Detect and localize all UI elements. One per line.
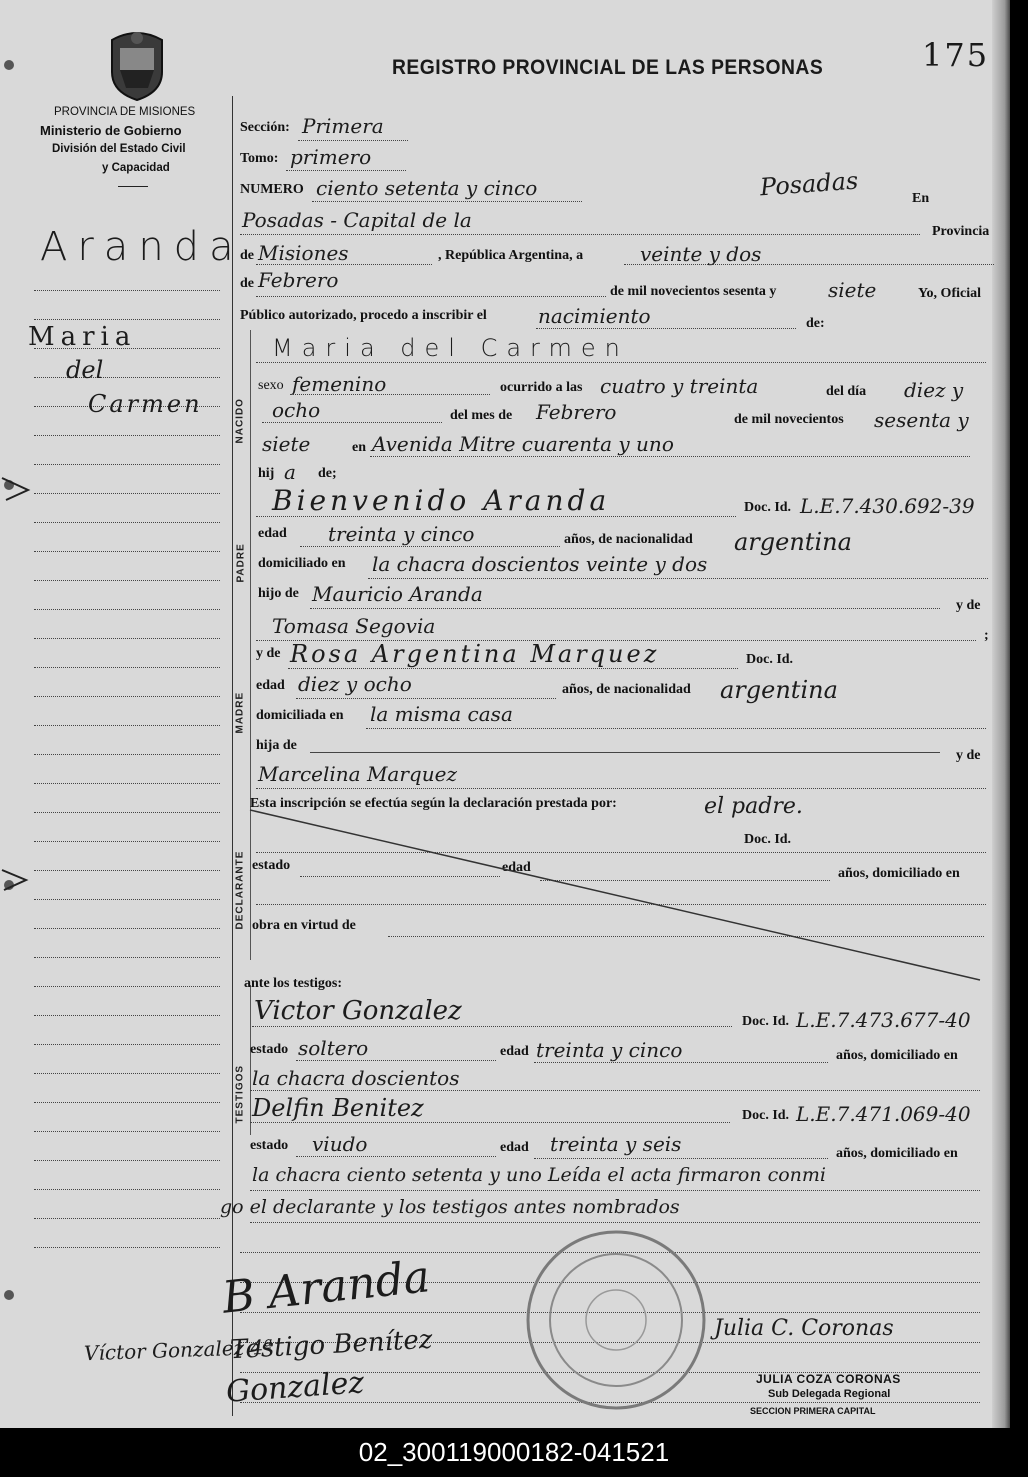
margin-rule-line: [34, 1247, 220, 1248]
madre-edad-label: edad: [256, 678, 285, 693]
declarante-estado-label: estado: [252, 858, 291, 873]
testigo2-doc-label: Doc. Id.: [742, 1108, 790, 1123]
binder-hole: [4, 1290, 14, 1300]
padre-dom-label: domiciliado en: [258, 556, 346, 571]
margin-rule-line: [34, 725, 220, 726]
margin-rule-line: [34, 1131, 220, 1132]
madre-yde-label: y de: [256, 646, 281, 661]
testigo1-estado-value: soltero: [298, 1036, 369, 1060]
margin-rule-line: [34, 870, 220, 871]
madre-hija-label: hija de: [256, 738, 297, 753]
de-value: Misiones: [258, 241, 349, 265]
official-sub: SECCION PRIMERA CAPITAL: [750, 1406, 876, 1416]
madre-edad-value: diez y ocho: [298, 672, 412, 696]
margin-rule-line: [34, 696, 220, 697]
margin-rule-line: [34, 551, 220, 552]
seccion-value: Primera: [302, 114, 384, 138]
dia-value: veinte y dos: [640, 242, 762, 266]
official-seal-stamp: [516, 1220, 716, 1420]
margin-rule-line: [34, 812, 220, 813]
en-label: En: [912, 191, 930, 206]
hij-value: a: [284, 460, 296, 484]
padre-doc-value: L.E.7.430.692-39: [800, 494, 975, 518]
org-province: PROVINCIA DE MISIONES: [54, 106, 196, 118]
declaracion-text: Esta inscripción se efectúa según la declaración prestada por:: [250, 796, 617, 811]
margin-rule-line: [34, 1218, 220, 1219]
form-left-border: [232, 96, 233, 1416]
publico-label: Público autorizado, procedo a inscribir el: [240, 308, 487, 323]
official-title: Sub Delegada Regional: [768, 1388, 891, 1400]
section-divider-vertical: [250, 985, 251, 1135]
padre-hijo-value: Mauricio Aranda: [312, 582, 483, 606]
binder-hole: [4, 60, 14, 70]
margin-rule-line: [34, 1044, 220, 1045]
madre-dom-label: domiciliada en: [256, 708, 344, 723]
section-label-padre: PADRE: [235, 543, 247, 583]
org-ministry: Ministerio de Gobierno: [40, 123, 182, 138]
margin-given-1: Maria: [28, 322, 137, 352]
margin-rule-line: [34, 435, 220, 436]
signature-official: Julia C. Coronas: [714, 1316, 894, 1341]
seccion-label: Sección:: [240, 120, 290, 135]
de-label: de: [240, 248, 254, 263]
margin-signature-note: Víctor Gonzalez 4ª: [83, 1334, 274, 1366]
testigo2-anios-label: años, domiciliado en: [836, 1146, 958, 1161]
mil-label-nacido: de mil novecientos: [734, 412, 844, 427]
margin-rule-line: [34, 1102, 220, 1103]
signature-testigo-2: Testigo Benítez: [229, 1324, 434, 1366]
declarante-anios-label: años, domiciliado en: [838, 866, 960, 881]
padre-hijo-label: hijo de: [258, 586, 299, 601]
page-title: REGISTRO PROVINCIAL DE LAS PERSONAS: [392, 56, 824, 79]
margin-rule-line: [34, 754, 220, 755]
margin-rule-line: [34, 377, 220, 378]
declarante-edad-label: edad: [502, 860, 531, 875]
section-label-testigos: TESTIGOS: [234, 1064, 246, 1124]
testigo2-dom-line2: go el declarante y los testigos antes nombrados: [220, 1196, 680, 1218]
hora-value: cuatro y treinta: [600, 374, 759, 398]
margin-given-2: del: [66, 356, 104, 384]
madre-yde-label-2: y de: [956, 748, 981, 763]
declaracion-value: el padre.: [704, 794, 803, 819]
testigo1-estado-label: estado: [250, 1042, 289, 1057]
lugar-value: Avenida Mitre cuarenta y uno: [372, 432, 674, 456]
padre-doc-label: Doc. Id.: [744, 500, 792, 515]
margin-rule-line: [34, 1189, 220, 1190]
signature-testigo-1: Gonzalez: [224, 1365, 366, 1410]
cancel-strike: [240, 800, 1000, 990]
testigo2-edad-label: edad: [500, 1140, 529, 1155]
testigo2-edad-value: treinta y seis: [550, 1132, 682, 1156]
padre-nombre: Bienvenido Aranda: [272, 484, 611, 517]
en-label-nacido: en: [352, 440, 366, 455]
margin-rule-line: [34, 464, 220, 465]
padre-dom-value: la chacra doscientos veinte y dos: [372, 552, 708, 576]
testigo1-anios-label: años, domiciliado en: [836, 1048, 958, 1063]
de-label-2: de: [240, 276, 254, 291]
padre-edad-value: treinta y cinco: [328, 522, 475, 546]
testigo2-doc-value: L.E.7.471.069-40: [796, 1102, 971, 1126]
sexo-value: femenino: [292, 372, 387, 396]
hij-label: hij: [258, 466, 275, 481]
declarante-doc-label: Doc. Id.: [744, 832, 792, 847]
section-label-nacido: NACIDO: [234, 398, 246, 444]
margin-rule-line: [34, 319, 220, 320]
mes-value: Febrero: [258, 268, 339, 292]
padre-yde-label: y de: [956, 598, 981, 613]
testigo1-edad-label: edad: [500, 1044, 529, 1059]
margin-rule-line: [34, 609, 220, 610]
semicolon: ;: [984, 628, 989, 643]
testigo2-estado-value: viudo: [312, 1132, 368, 1156]
testigo1-doc-label: Doc. Id.: [742, 1014, 790, 1029]
ante-testigos-label: ante los testigos:: [244, 976, 342, 991]
dia-label: del día: [826, 384, 867, 399]
dia-value-a: diez y: [904, 378, 964, 402]
margin-rule-line: [34, 899, 220, 900]
testigo1-nombre: Victor Gonzalez: [254, 996, 462, 1026]
testigo2-nombre: Delfin Benitez: [252, 1094, 424, 1122]
en-value: Posadas - Capital de la: [242, 208, 472, 232]
numero-label: NUMERO: [240, 182, 304, 197]
republica-label: , República Argentina, a: [438, 248, 584, 263]
margin-rule-line: [34, 841, 220, 842]
margin-rule-line: [34, 928, 220, 929]
official-name: JULIA COZA CORONAS: [756, 1372, 901, 1386]
page-number: 175: [922, 36, 990, 74]
margin-rule-line: [34, 493, 220, 494]
margin-surname: Aranda: [40, 224, 244, 270]
madre-madre: Marcelina Marquez: [258, 762, 457, 786]
testigo1-dom-value: la chacra doscientos: [252, 1066, 460, 1090]
ocurrido-label: ocurrido a las: [500, 380, 583, 395]
mes-value-nacido: Febrero: [536, 400, 617, 424]
margin-rule-line: [34, 986, 220, 987]
margin-rule-line: [34, 1073, 220, 1074]
margin-given-3: Carmen: [88, 390, 203, 418]
section-label-declarante: DECLARANTE: [234, 850, 246, 930]
madre-nac-label: años, de nacionalidad: [562, 682, 691, 697]
margin-rule-line: [34, 783, 220, 784]
sexo-label: sexo: [258, 378, 284, 393]
de-colon: de:: [806, 316, 825, 331]
nacido-nombre: Maria del Carmen: [272, 334, 629, 362]
declarante-obra-label: obra en virtud de: [252, 918, 356, 933]
tomo-value: primero: [290, 145, 372, 169]
org-division: División del Estado Civil: [52, 143, 186, 155]
margin-rule-line: [34, 522, 220, 523]
binder-marks: [0, 470, 40, 930]
madre-doc-label: Doc. Id.: [746, 652, 794, 667]
tomo-label: Tomo:: [240, 151, 279, 166]
madre-nombre: Rosa Argentina Marquez: [290, 640, 660, 668]
signature-declarante: B Aranda: [219, 1251, 433, 1324]
numero-value: ciento setenta y cinco: [316, 176, 538, 200]
anio-value-b: siete: [262, 432, 311, 456]
yo-label: Yo, Oficial: [918, 286, 981, 301]
margin-rule-line: [34, 1015, 220, 1016]
padre-madre: Tomasa Segovia: [272, 614, 436, 638]
madre-dom-value: la misma casa: [370, 702, 513, 726]
provincia-label: Provincia: [932, 224, 990, 239]
padre-nac-label: años, de nacionalidad: [564, 532, 693, 547]
footer-code: 02_300119000182-041521: [0, 1428, 1028, 1477]
margin-rule-line: [34, 957, 220, 958]
margin-rule-line: [34, 667, 220, 668]
org-capacity: y Capacidad: [102, 162, 170, 174]
padre-edad-label: edad: [258, 526, 287, 541]
padre-nac-value: argentina: [734, 528, 852, 556]
divider: [118, 186, 148, 187]
mil-label: de mil novecientos sesenta y: [610, 284, 777, 299]
testigo1-edad-value: treinta y cinco: [536, 1038, 683, 1062]
anio-value: siete: [828, 278, 877, 302]
testigo2-estado-label: estado: [250, 1138, 289, 1153]
provincial-crest-icon: [104, 26, 170, 102]
margin-rule-line: [34, 1160, 220, 1161]
acto-value: nacimiento: [538, 304, 651, 328]
dia-value-b: ocho: [272, 398, 321, 422]
anio-value-a: sesenta y: [874, 408, 969, 432]
section-label-madre: MADRE: [234, 691, 246, 734]
testigo1-doc-value: L.E.7.473.677-40: [796, 1008, 971, 1032]
hij-de-label: de;: [318, 466, 337, 481]
annotation-posadas: Posadas: [759, 166, 860, 202]
margin-rule-line: [34, 638, 220, 639]
mes-label: del mes de: [450, 408, 513, 423]
margin-rule-line: [34, 290, 220, 291]
testigo2-dom-line1: la chacra ciento setenta y uno Leída el acta firmaron conmi: [252, 1164, 826, 1186]
margin-rule-line: [34, 580, 220, 581]
madre-nac-value: argentina: [720, 676, 838, 704]
